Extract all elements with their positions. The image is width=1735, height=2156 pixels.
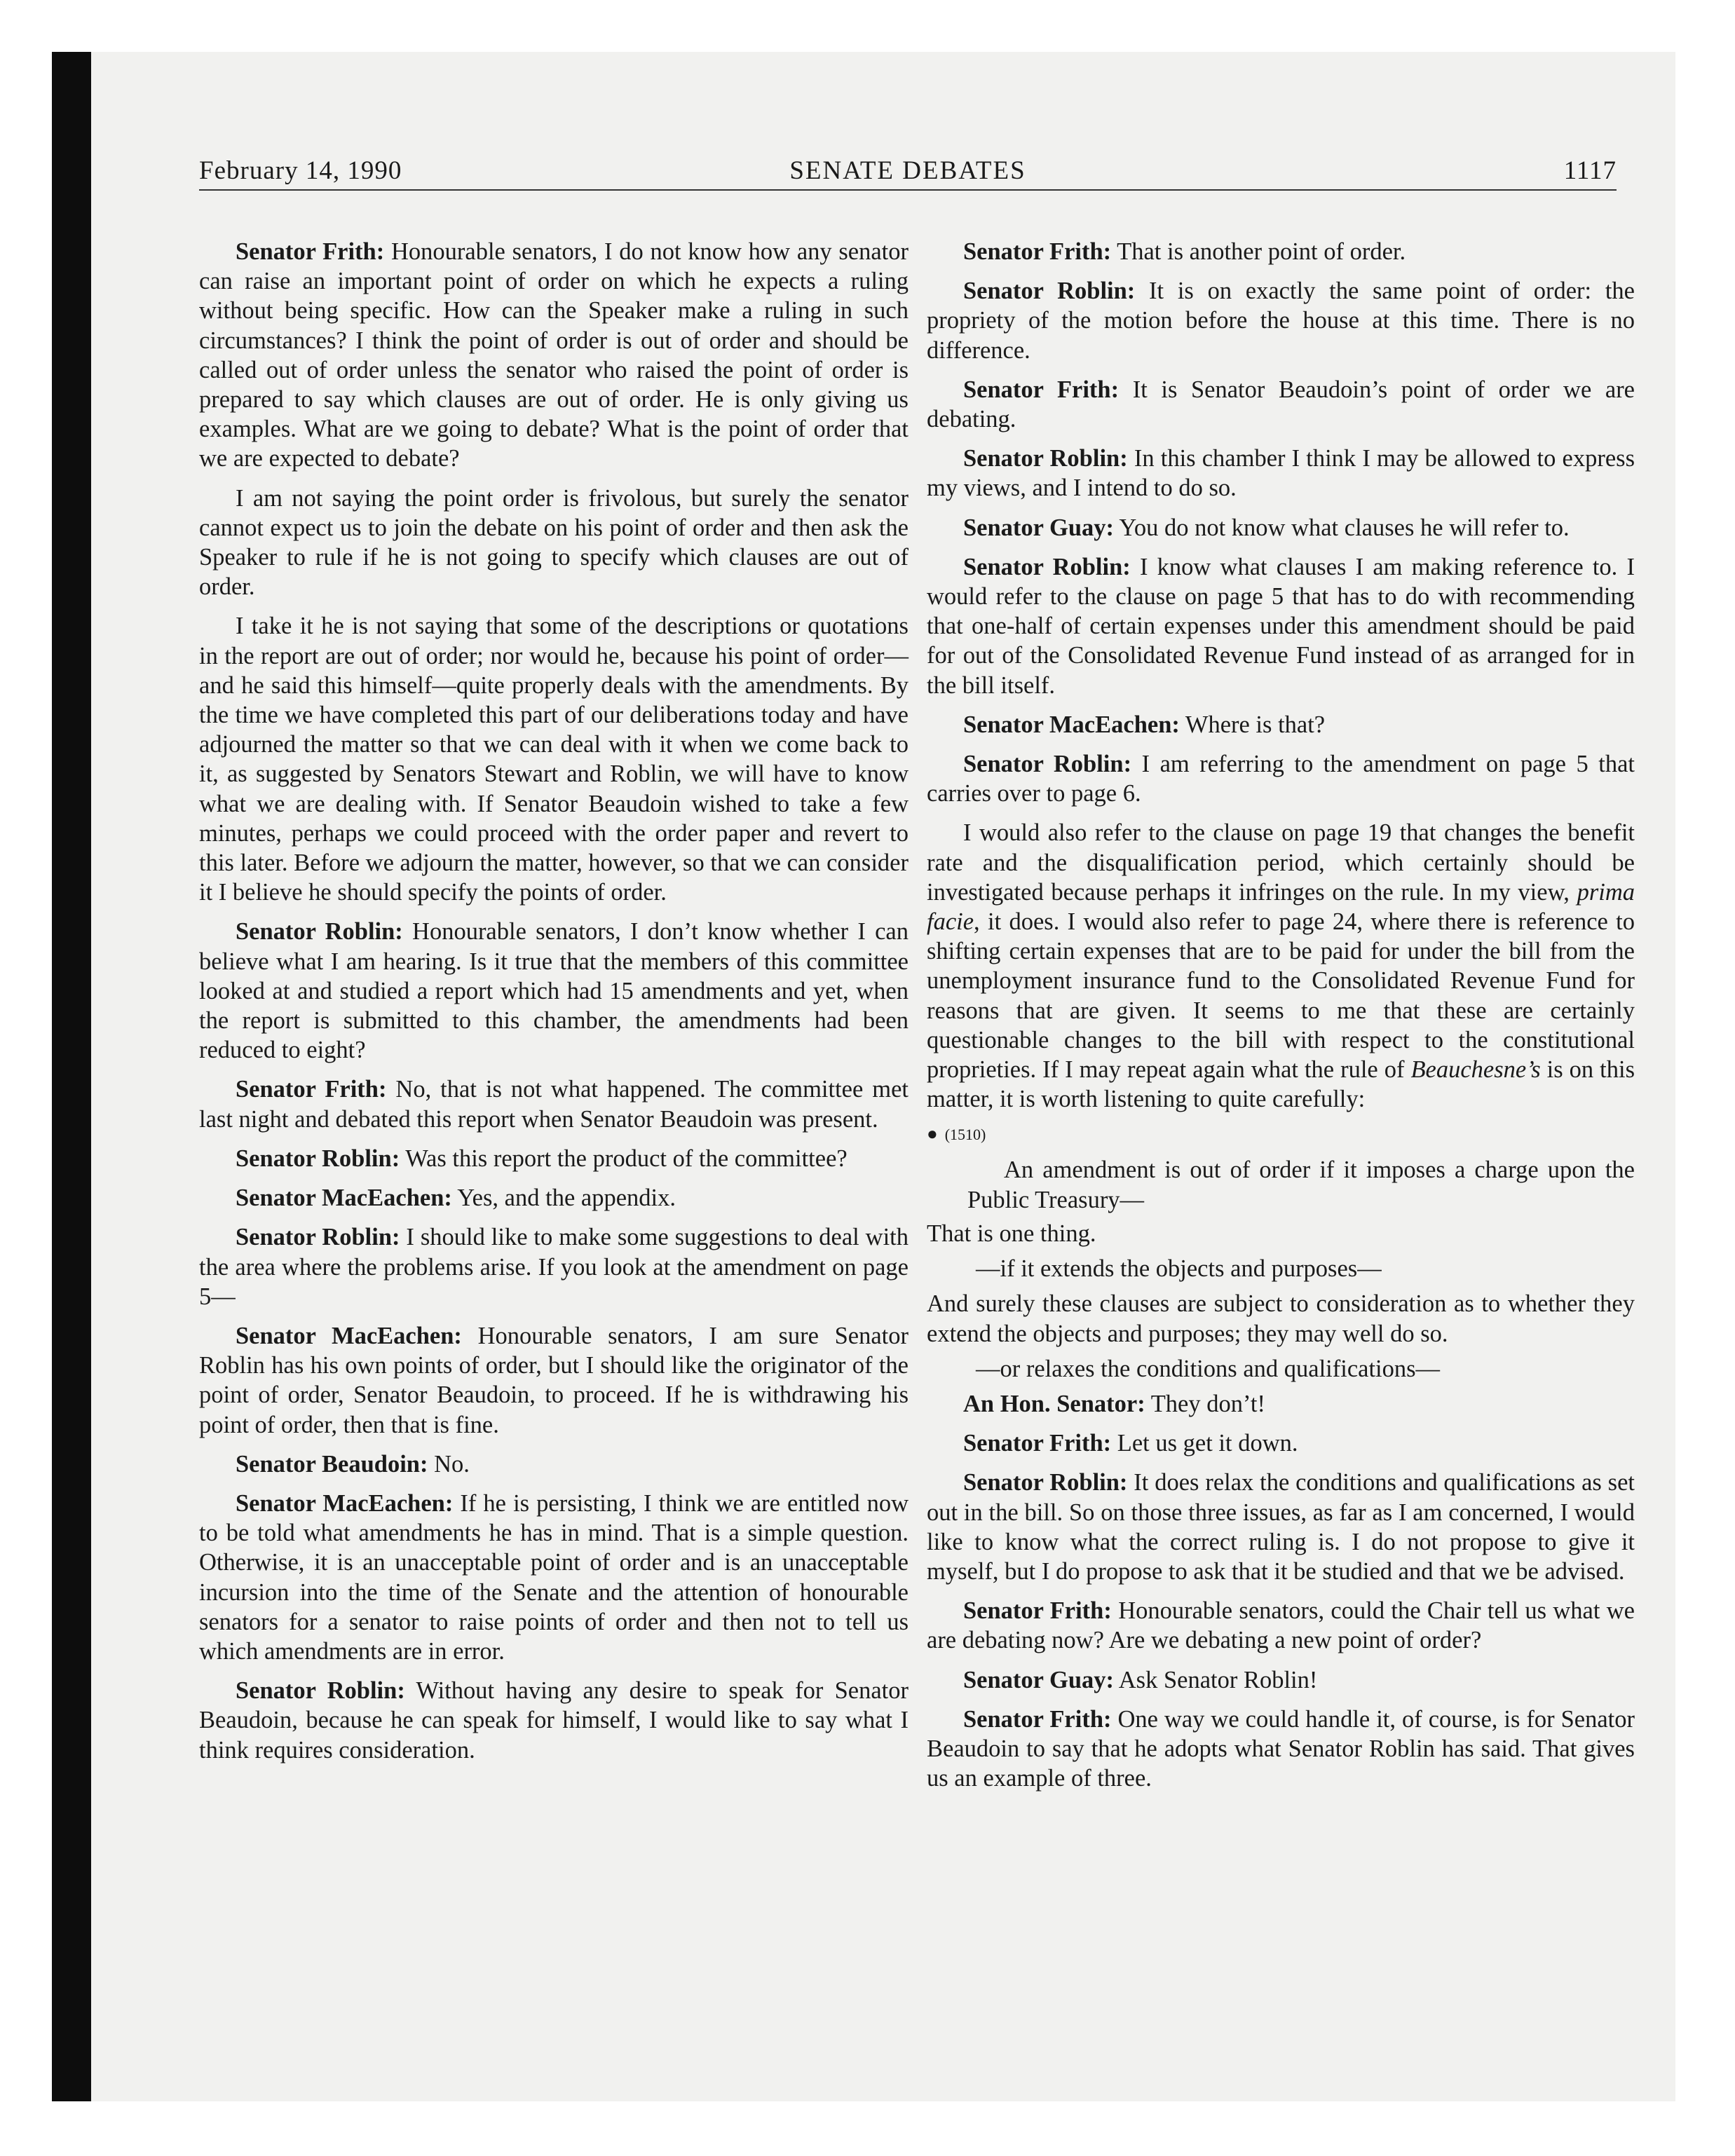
speech-text: I am referring to the amendment on page 5 that carries over to page 6. xyxy=(927,751,1635,807)
paragraph xyxy=(199,1183,909,1213)
paragraph xyxy=(199,1074,909,1133)
speech-text: I would also refer to the clause on page 19 that changes the benefit rate and the disqualification period, which certainly should be investigated because perhaps it infringes on the rule. In my view, xyxy=(927,819,1635,906)
scan-edge-bar xyxy=(52,52,91,2101)
paragraph xyxy=(199,1144,909,1173)
speech-text: They don’t! xyxy=(1145,1390,1265,1417)
speech-text: You do not know what clauses he will refer to. xyxy=(1114,514,1570,541)
speaker-name: Senator Frith: xyxy=(963,376,1120,403)
left-column xyxy=(199,237,909,1775)
paragraph xyxy=(927,1705,1635,1794)
speaker-name: Senator Guay: xyxy=(963,514,1115,541)
paragraph xyxy=(927,1428,1635,1458)
speaker-name: Senator Beaudoin: xyxy=(236,1450,428,1478)
speech-text: Let us get it down. xyxy=(1111,1430,1298,1457)
speech-text: Honourable senators, I do not know how any senator can raise an important point of order on which he expects a ruling without being specific. How can the Speaker make a ruling in such circumstances? I think the point of order is out of order and should be called out of order unless the senator who raised the point of order is prepared to say which clauses are out of order. He is only giving us examples. What are we going to debate? What is the point of order that we are expected to debate? xyxy=(199,238,909,472)
paragraph xyxy=(199,1321,909,1440)
speech-text: That is another point of order. xyxy=(1111,238,1406,265)
speech-text: In this chamber I think I may be allowed to express my views, and I intend to do so. xyxy=(927,445,1635,502)
speaker-name: Senator Roblin: xyxy=(236,1145,400,1172)
speaker-name: Senator Roblin: xyxy=(963,751,1132,778)
speaker-name: Senator Roblin: xyxy=(963,445,1128,472)
bullet-icon: ● xyxy=(927,1124,938,1145)
speech-text: One way we could handle it, of course, is for Senator Beaudoin to say that he adopts what Senator Roblin has said. That gives us an example of three. xyxy=(927,1705,1635,1792)
speech-text: No. xyxy=(428,1450,470,1478)
speaker-name: Senator MacEachen: xyxy=(236,1185,452,1212)
speech-text: It is on exactly the same point of order: the propriety of the motion before the house at this time. There is no difference. xyxy=(927,278,1635,364)
paragraph xyxy=(927,818,1635,1114)
paragraph xyxy=(927,1468,1635,1586)
italic-term: Beauchesne’s xyxy=(1410,1056,1541,1084)
speaker-name: Senator MacEachen: xyxy=(963,711,1180,738)
speaker-name: Senator Frith: xyxy=(963,1597,1112,1625)
speech-text: Where is that? xyxy=(1179,711,1326,738)
paragraph xyxy=(927,552,1635,700)
page-header xyxy=(199,153,1617,191)
speech-text: Honourable senators, I don’t know whether I can believe what I am hearing. Is it true that the members of this committee looked at and studied a report which had 15 amendments and yet, when the report is submitted to this chamber, the amendments had been reduced to eight? xyxy=(199,918,909,1064)
block-quote: —or relaxes the conditions and qualifications— xyxy=(976,1355,1441,1382)
speech-text: is on this matter, it is worth listening to quite carefully: xyxy=(927,1056,1635,1113)
speaker-name: Senator Roblin: xyxy=(963,278,1136,305)
speech-text: I take it he is not saying that some of the descriptions or quotations in the report are out of order; nor would he, because his point of order—and he said this himself—quite properly deals with the amendments. By the time we have completed this part of our deliberations today and have adjourned the matter so that we can deal with it when we come back to it, as suggested by Senators Stewart and Roblin, we will have to know what we are dealing with. If Senator Beaudoin wished to take a few minutes, perhaps we could proceed with the order paper and revert to this later. Before we adjourn the matter, however, so that we can consider it I believe he should specify the points of order. xyxy=(199,613,909,906)
italic-term: prima facie xyxy=(927,878,1635,936)
speech-text: Without having any desire to speak for Senator Beaudoin, because he can speak for himself, I would like to say what I think requires consideration. xyxy=(199,1677,909,1763)
paragraph xyxy=(927,1665,1635,1695)
speaker-name: An Hon. Senator: xyxy=(963,1390,1145,1417)
paragraph xyxy=(927,710,1635,739)
paragraph xyxy=(199,611,909,907)
speaker-name: Senator Frith: xyxy=(963,238,1112,265)
paragraph xyxy=(199,1449,909,1479)
speech-text: No, that is not what happened. The committee met last night and debated this report when Senator Beaudoin was present. xyxy=(199,1076,909,1133)
paragraph xyxy=(199,917,909,1065)
speaker-name: Senator Roblin: xyxy=(236,918,403,946)
speaker-name: Senator Roblin: xyxy=(236,1224,400,1251)
speech-text: I am not saying the point order is frivolous, but surely the senator cannot expect us to join the debate on his point of order and then ask the Speaker to rule if he is not going to specify which clauses are out of order. xyxy=(199,484,909,601)
speech-text: Honourable senators, I am sure Senator Roblin has his own points of order, but I should like the originator of the point of order, Senator Beaudoin, to proceed. If he is withdrawing his point of order, then that is fine. xyxy=(199,1322,909,1438)
paragraph xyxy=(927,276,1635,365)
speech-text: I should like to make some suggestions to deal with the area where the problems arise. If you look at the amendment on page 5— xyxy=(199,1224,909,1310)
paragraph xyxy=(199,484,909,602)
paragraph xyxy=(927,444,1635,503)
speech-text: , it does. I would also refer to page 24, where there is reference to shifting certain expenses that are to be paid for under the bill from the unemployment insurance fund to the Consolidated Revenue Fund for reasons that are given. It seems to me that these are certainly questionable changes to the bill with respect to the constitutional proprieties. If I may repeat again what the rule of xyxy=(927,908,1635,1084)
speaker-name: Senator MacEachen: xyxy=(236,1322,462,1349)
paragraph xyxy=(199,1676,909,1765)
paragraph xyxy=(199,1222,909,1311)
speaker-name: Senator Roblin: xyxy=(963,553,1131,580)
header-date: February 14, 1990 xyxy=(199,156,402,185)
publication-title: SENATE DEBATES xyxy=(789,156,1026,185)
paragraph xyxy=(199,1489,909,1666)
speaker-name: Senator Guay: xyxy=(963,1666,1115,1693)
page-number: 1117 xyxy=(1563,156,1617,185)
speaker-name: Senator Frith: xyxy=(963,1430,1112,1457)
speech-text: It does relax the conditions and qualifications as set out in the bill. So on those three issues, as far as I am concerned, I would like to know what the correct ruling is. I do not propose to give it myself, but I do propose to ask that it be studied and that we be advised. xyxy=(927,1469,1635,1585)
time-marker xyxy=(927,1124,1635,1145)
speech-text: It is Senator Beaudoin’s point of order we are debating. xyxy=(927,376,1635,433)
paragraph: And surely these clauses are subject to consideration as to whether they extend the objects and purposes; they may well do so. xyxy=(927,1290,1635,1347)
right-column xyxy=(927,237,1635,1803)
paragraph xyxy=(927,513,1635,543)
speaker-name: Senator Roblin: xyxy=(963,1469,1128,1496)
speech-text: Yes, and the appendix. xyxy=(451,1185,676,1212)
paragraph xyxy=(199,237,909,474)
speech-text: If he is persisting, I think we are entitled now to be told what amendments he has in mind. That is a simple question. Otherwise, it is an unacceptable point of order and is an unacceptable incursion into the time of the Senate and the attention of honourable senators for a senator to raise points of order and then not to tell us which amendments are in error. xyxy=(199,1489,909,1665)
speaker-name: Senator Roblin: xyxy=(236,1677,405,1705)
speech-text: Ask Senator Roblin! xyxy=(1114,1666,1318,1693)
paragraph xyxy=(927,237,1635,266)
speech-text: Was this report the product of the committee? xyxy=(400,1145,848,1172)
block-quote: An amendment is out of order if it imposes a charge upon the Public Treasury— xyxy=(967,1157,1635,1213)
paragraph xyxy=(927,1596,1635,1655)
speech-text: I know what clauses I am making reference to. I would refer to the clause on page 5 that has to do with recommending that one-half of certain expenses under this amendment should be paid for out of the Consolidated Revenue Fund instead of as arranged for in the bill itself. xyxy=(927,553,1635,699)
block-quote: —if it extends the objects and purposes— xyxy=(976,1255,1382,1283)
paragraph xyxy=(927,749,1635,808)
speaker-name: Senator Frith: xyxy=(963,1705,1112,1733)
paragraph xyxy=(927,1389,1635,1419)
paragraph: That is one thing. xyxy=(927,1220,1096,1247)
speaker-name: Senator MacEachen: xyxy=(236,1489,454,1517)
paragraph xyxy=(927,375,1635,434)
time-marker-text: (1510) xyxy=(944,1126,986,1144)
speaker-name: Senator Frith: xyxy=(236,1076,387,1103)
speech-text: Honourable senators, could the Chair tell us what we are debating now? Are we debating a new point of order? xyxy=(927,1597,1635,1654)
speaker-name: Senator Frith: xyxy=(236,238,385,265)
